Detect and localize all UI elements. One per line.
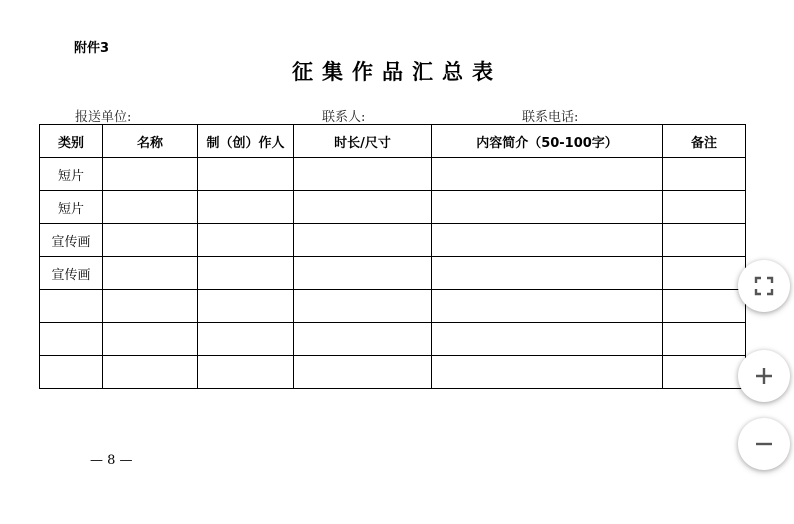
cell-summary[interactable] <box>432 158 663 191</box>
contact-person-label: 联系人: <box>322 110 366 125</box>
zoom-in-button[interactable] <box>738 350 790 402</box>
cell-creator[interactable] <box>198 191 294 224</box>
cell-name[interactable] <box>103 290 198 323</box>
cell-creator[interactable] <box>198 257 294 290</box>
fullscreen-button[interactable] <box>738 260 790 312</box>
cell-creator[interactable] <box>198 158 294 191</box>
cell-duration-size[interactable] <box>294 191 432 224</box>
table-row <box>40 290 746 323</box>
cell-creator[interactable] <box>198 323 294 356</box>
cell-name[interactable] <box>103 356 198 389</box>
page-number: — 8 — <box>90 453 133 468</box>
header-duration-size: 时长/尺寸 <box>294 125 432 158</box>
table-row <box>40 191 746 224</box>
table-row <box>40 257 746 290</box>
cell-remarks[interactable] <box>663 257 746 290</box>
cell-category[interactable] <box>40 290 103 323</box>
cell-summary[interactable] <box>432 257 663 290</box>
cell-name[interactable] <box>103 323 198 356</box>
cell-name[interactable] <box>103 158 198 191</box>
cell-category[interactable]: 短片 <box>40 191 103 224</box>
cell-summary[interactable] <box>432 290 663 323</box>
cell-creator[interactable] <box>198 356 294 389</box>
fullscreen-icon <box>753 275 775 297</box>
cell-category[interactable] <box>40 356 103 389</box>
cell-summary[interactable] <box>432 191 663 224</box>
cell-duration-size[interactable] <box>294 323 432 356</box>
cell-name[interactable] <box>103 191 198 224</box>
table-row <box>40 224 746 257</box>
cell-category[interactable]: 宣传画 <box>40 224 103 257</box>
table-header-row <box>40 125 746 158</box>
cell-duration-size[interactable] <box>294 158 432 191</box>
cell-creator[interactable] <box>198 290 294 323</box>
cell-summary[interactable] <box>432 356 663 389</box>
cell-category[interactable]: 宣传画 <box>40 257 103 290</box>
minus-icon <box>753 433 775 455</box>
header-remarks: 备注 <box>663 125 746 158</box>
cell-name[interactable] <box>103 224 198 257</box>
summary-table <box>39 124 746 389</box>
header-summary: 内容简介（50-100字） <box>432 125 663 158</box>
table-row <box>40 158 746 191</box>
header-category: 类别 <box>40 125 103 158</box>
cell-name[interactable] <box>103 257 198 290</box>
cell-remarks[interactable] <box>663 191 746 224</box>
cell-remarks[interactable] <box>663 158 746 191</box>
header-name: 名称 <box>103 125 198 158</box>
cell-duration-size[interactable] <box>294 290 432 323</box>
cell-remarks[interactable] <box>663 323 746 356</box>
cell-category[interactable]: 短片 <box>40 158 103 191</box>
cell-remarks[interactable] <box>663 290 746 323</box>
cell-category[interactable] <box>40 323 103 356</box>
cell-duration-size[interactable] <box>294 356 432 389</box>
plus-icon <box>753 365 775 387</box>
cell-remarks[interactable] <box>663 224 746 257</box>
header-creator: 制（创）作人 <box>198 125 294 158</box>
zoom-out-button[interactable] <box>738 418 790 470</box>
cell-summary[interactable] <box>432 323 663 356</box>
attachment-label: 附件3 <box>74 41 110 56</box>
contact-phone-label: 联系电话: <box>522 110 579 125</box>
page-title: 征集作品汇总表 <box>292 59 502 84</box>
table-row <box>40 323 746 356</box>
reporting-unit-label: 报送单位: <box>75 110 132 125</box>
table-row <box>40 356 746 389</box>
cell-duration-size[interactable] <box>294 257 432 290</box>
cell-duration-size[interactable] <box>294 224 432 257</box>
cell-summary[interactable] <box>432 224 663 257</box>
cell-creator[interactable] <box>198 224 294 257</box>
cell-remarks[interactable] <box>663 356 746 389</box>
